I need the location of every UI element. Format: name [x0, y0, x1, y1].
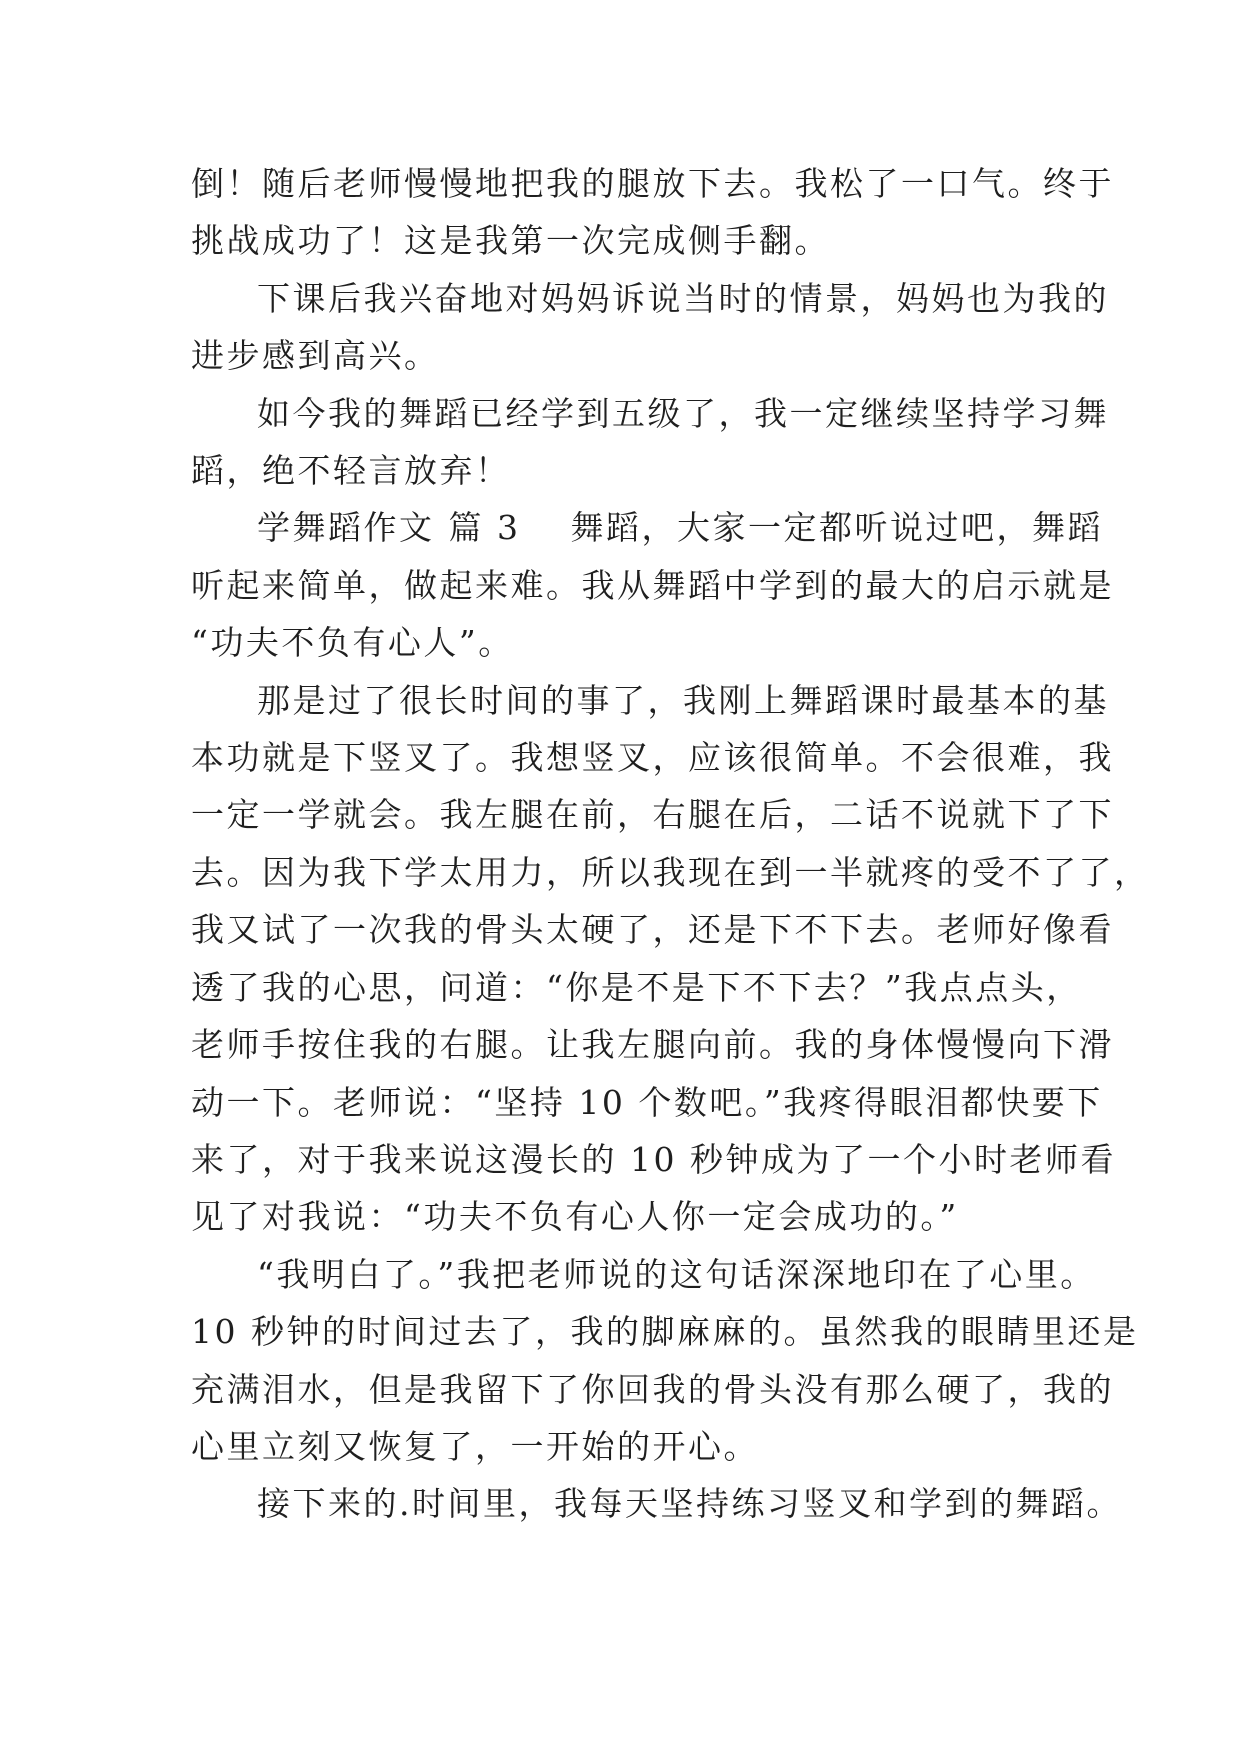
text-line: 进步感到高兴。	[191, 336, 440, 376]
text-line: 挑战成功了！这是我第一次完成侧手翻。	[191, 221, 830, 261]
text-line: 倒！随后老师慢慢地把我的腿放下去。我松了一口气。终于	[191, 164, 1114, 203]
text-line: 来了，对于我来说这漫长的 10 秒钟成为了一个小时老师看	[191, 1139, 1116, 1179]
text-line: 透了我的心思，问道：“你是不是下不下去？”我点点头，	[191, 967, 1082, 1007]
text-line: 动一下。老师说：“坚持 10 个数吧。”我疼得眼泪都快要下	[191, 1082, 1103, 1122]
text-line: 接下来的.时间里，我每天坚持练习竖叉和学到的舞蹈。	[257, 1484, 1122, 1524]
text-line: 去。因为我下学太用力，所以我现在到一半就疼的受不了了，	[191, 852, 1150, 892]
text-line: 下课后我兴奋地对妈妈诉说当时的情景，妈妈也为我的	[257, 278, 1109, 318]
text-line: 我又试了一次我的骨头太硬了，还是下不下去。老师好像看	[191, 910, 1114, 950]
text-line: 心里立刻又恢复了，一开始的开心。	[191, 1426, 759, 1466]
text-line: 那是过了很长时间的事了，我刚上舞蹈课时最基本的基	[257, 680, 1109, 720]
text-line: 蹈，绝不轻言放弃！	[191, 451, 511, 491]
text-line: 老师手按住我的右腿。让我左腿向前。我的身体慢慢向下滑	[191, 1025, 1114, 1065]
text-line: 一定一学就会。我左腿在前，右腿在后，二话不说就下了下	[191, 795, 1114, 835]
text-line: 本功就是下竖叉了。我想竖叉，应该很简单。不会很难，我	[191, 738, 1114, 778]
text-line: 如今我的舞蹈已经学到五级了，我一定继续坚持学习舞	[257, 393, 1109, 433]
section-heading-line	[191, 499, 1103, 556]
article-body	[191, 155, 1150, 1533]
section-part: 篇 3	[448, 508, 521, 548]
text-line: 听起来简单，做起来难。我从舞蹈中学到的最大的启示就是	[191, 565, 1114, 605]
section-title: 学舞蹈作文	[257, 508, 435, 548]
text-line: 充满泪水，但是我留下了你回我的骨头没有那么硬了，我的	[191, 1369, 1114, 1409]
section-lead: 舞蹈，大家一定都听说过吧，舞蹈	[570, 508, 1103, 548]
text-line: “功夫不负有心人”。	[191, 623, 514, 663]
text-line: 10 秒钟的时间过去了，我的脚麻麻的。虽然我的眼睛里还是	[191, 1312, 1139, 1352]
text-line: 见了对我说：“功夫不负有心人你一定会成功的。”	[191, 1197, 959, 1237]
text-line: “我明白了。”我把老师说的这句话深深地印在了心里。	[257, 1254, 1096, 1294]
